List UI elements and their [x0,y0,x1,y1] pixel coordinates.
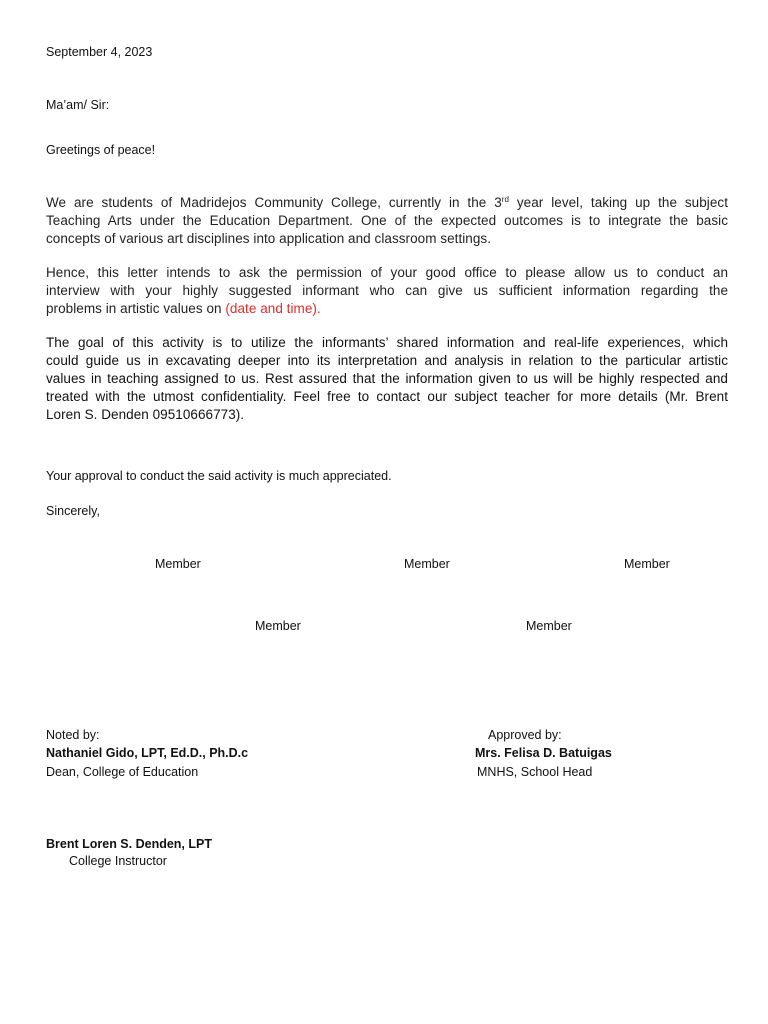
paragraph-line: interview with your highly suggested informant who can give us sufficient information regarding the [46,283,728,298]
paragraph-line: could guide us in excavating deeper into its interpretation and analysis in relation to the particular artistic [46,353,728,368]
closing: Sincerely, [46,504,100,518]
member-signature-5: Member [526,619,572,633]
salutation: Ma’am/ Sir: [46,98,110,112]
member-signature-2: Member [404,557,450,571]
text-segment: We are students of Madridejos Community College, currently in the 3 [46,195,502,210]
text-segment: year level, taking up the subject [509,195,729,210]
paragraph-line: treated with the utmost confidentiality. Feel free to contact our subject teacher for more details (Mr. Brent [46,389,728,404]
date-time-placeholder: (date and time). [225,301,321,316]
paragraph-goal [46,334,728,424]
noted-by-name: Nathaniel Gido, LPT, Ed.D., Ph.D.c [46,746,249,760]
member-signature-3: Member [624,557,670,571]
instructor-title: College Instructor [69,854,167,868]
member-signature-1: Member [155,557,201,571]
paragraph-line: Loren S. Denden 09510666773). [46,407,245,422]
approval-line: Your approval to conduct the said activity is much appreciated. [46,469,392,483]
paragraph-request [46,264,728,318]
noted-by-label: Noted by: [46,728,100,742]
approved-by-label: Approved by: [488,728,562,742]
paragraph-line: concepts of various art disciplines into application and classroom settings. [46,231,492,246]
paragraph-line: The goal of this activity is to utilize the informants’ shared information and real-life experiences, which [46,335,728,350]
paragraph-line: values in teaching assigned to us. Rest assured that the information given to us will be highly respected and [46,371,728,386]
approved-by-name: Mrs. Felisa D. Batuigas [475,746,612,760]
greeting: Greetings of peace! [46,143,156,157]
superscript: rd [501,195,509,204]
paragraph-line [46,300,728,318]
member-signature-4: Member [255,619,301,633]
letter-date: September 4, 2023 [46,45,153,59]
noted-by-title: Dean, College of Education [46,765,199,779]
paragraph-line [46,194,728,212]
paragraph-line: Teaching Arts under the Education Department. One of the expected outcomes is to integrate the basic [46,213,728,228]
paragraph-line: Hence, this letter intends to ask the permission of your good office to please allow us to conduct an [46,265,728,280]
text-segment: problems in artistic values on [46,301,226,316]
paragraph-intro [46,194,728,248]
approved-by-title: MNHS, School Head [477,765,593,779]
instructor-name: Brent Loren S. Denden, LPT [46,837,212,851]
